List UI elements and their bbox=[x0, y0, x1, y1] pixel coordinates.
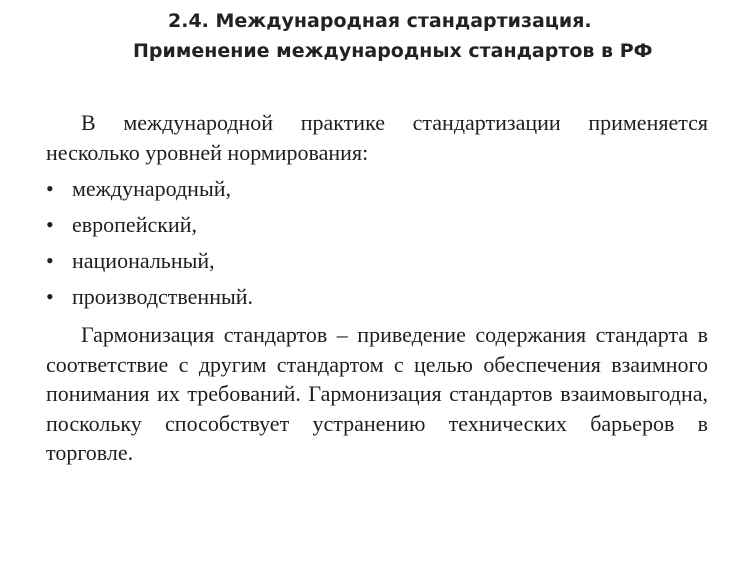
list-item-label: производственный. bbox=[72, 284, 254, 309]
levels-list bbox=[46, 171, 708, 315]
title-line-2: Применение международных стандартов в РФ bbox=[133, 40, 653, 62]
list-item-label: европейский, bbox=[72, 212, 197, 237]
bullet-icon: • bbox=[46, 176, 54, 201]
slide-title bbox=[0, 6, 750, 66]
list-item-label: национальный, bbox=[72, 248, 215, 273]
list-item bbox=[46, 207, 708, 243]
list-item bbox=[46, 171, 708, 207]
list-item bbox=[46, 243, 708, 279]
list-item bbox=[46, 279, 708, 315]
list-item-label: международный, bbox=[72, 176, 232, 201]
slide-body bbox=[46, 108, 708, 468]
bullet-icon: • bbox=[46, 212, 54, 237]
bullet-icon: • bbox=[46, 248, 54, 273]
intro-paragraph: В международной практике стандартизации применяется несколько уровней нормирования: bbox=[46, 110, 708, 165]
bullet-icon: • bbox=[46, 284, 54, 309]
harmonization-paragraph: Гармонизация стандартов – приведение содержания стандарта в соответствие с другим стандартом с целью обеспечения взаимного понимания их требований. Гармонизация стандартов взаимовыгодна, поскольку способствует устранению технических барьеров в торговле. bbox=[46, 322, 708, 465]
title-line-1: 2.4. Международная стандартизация. bbox=[168, 10, 592, 32]
